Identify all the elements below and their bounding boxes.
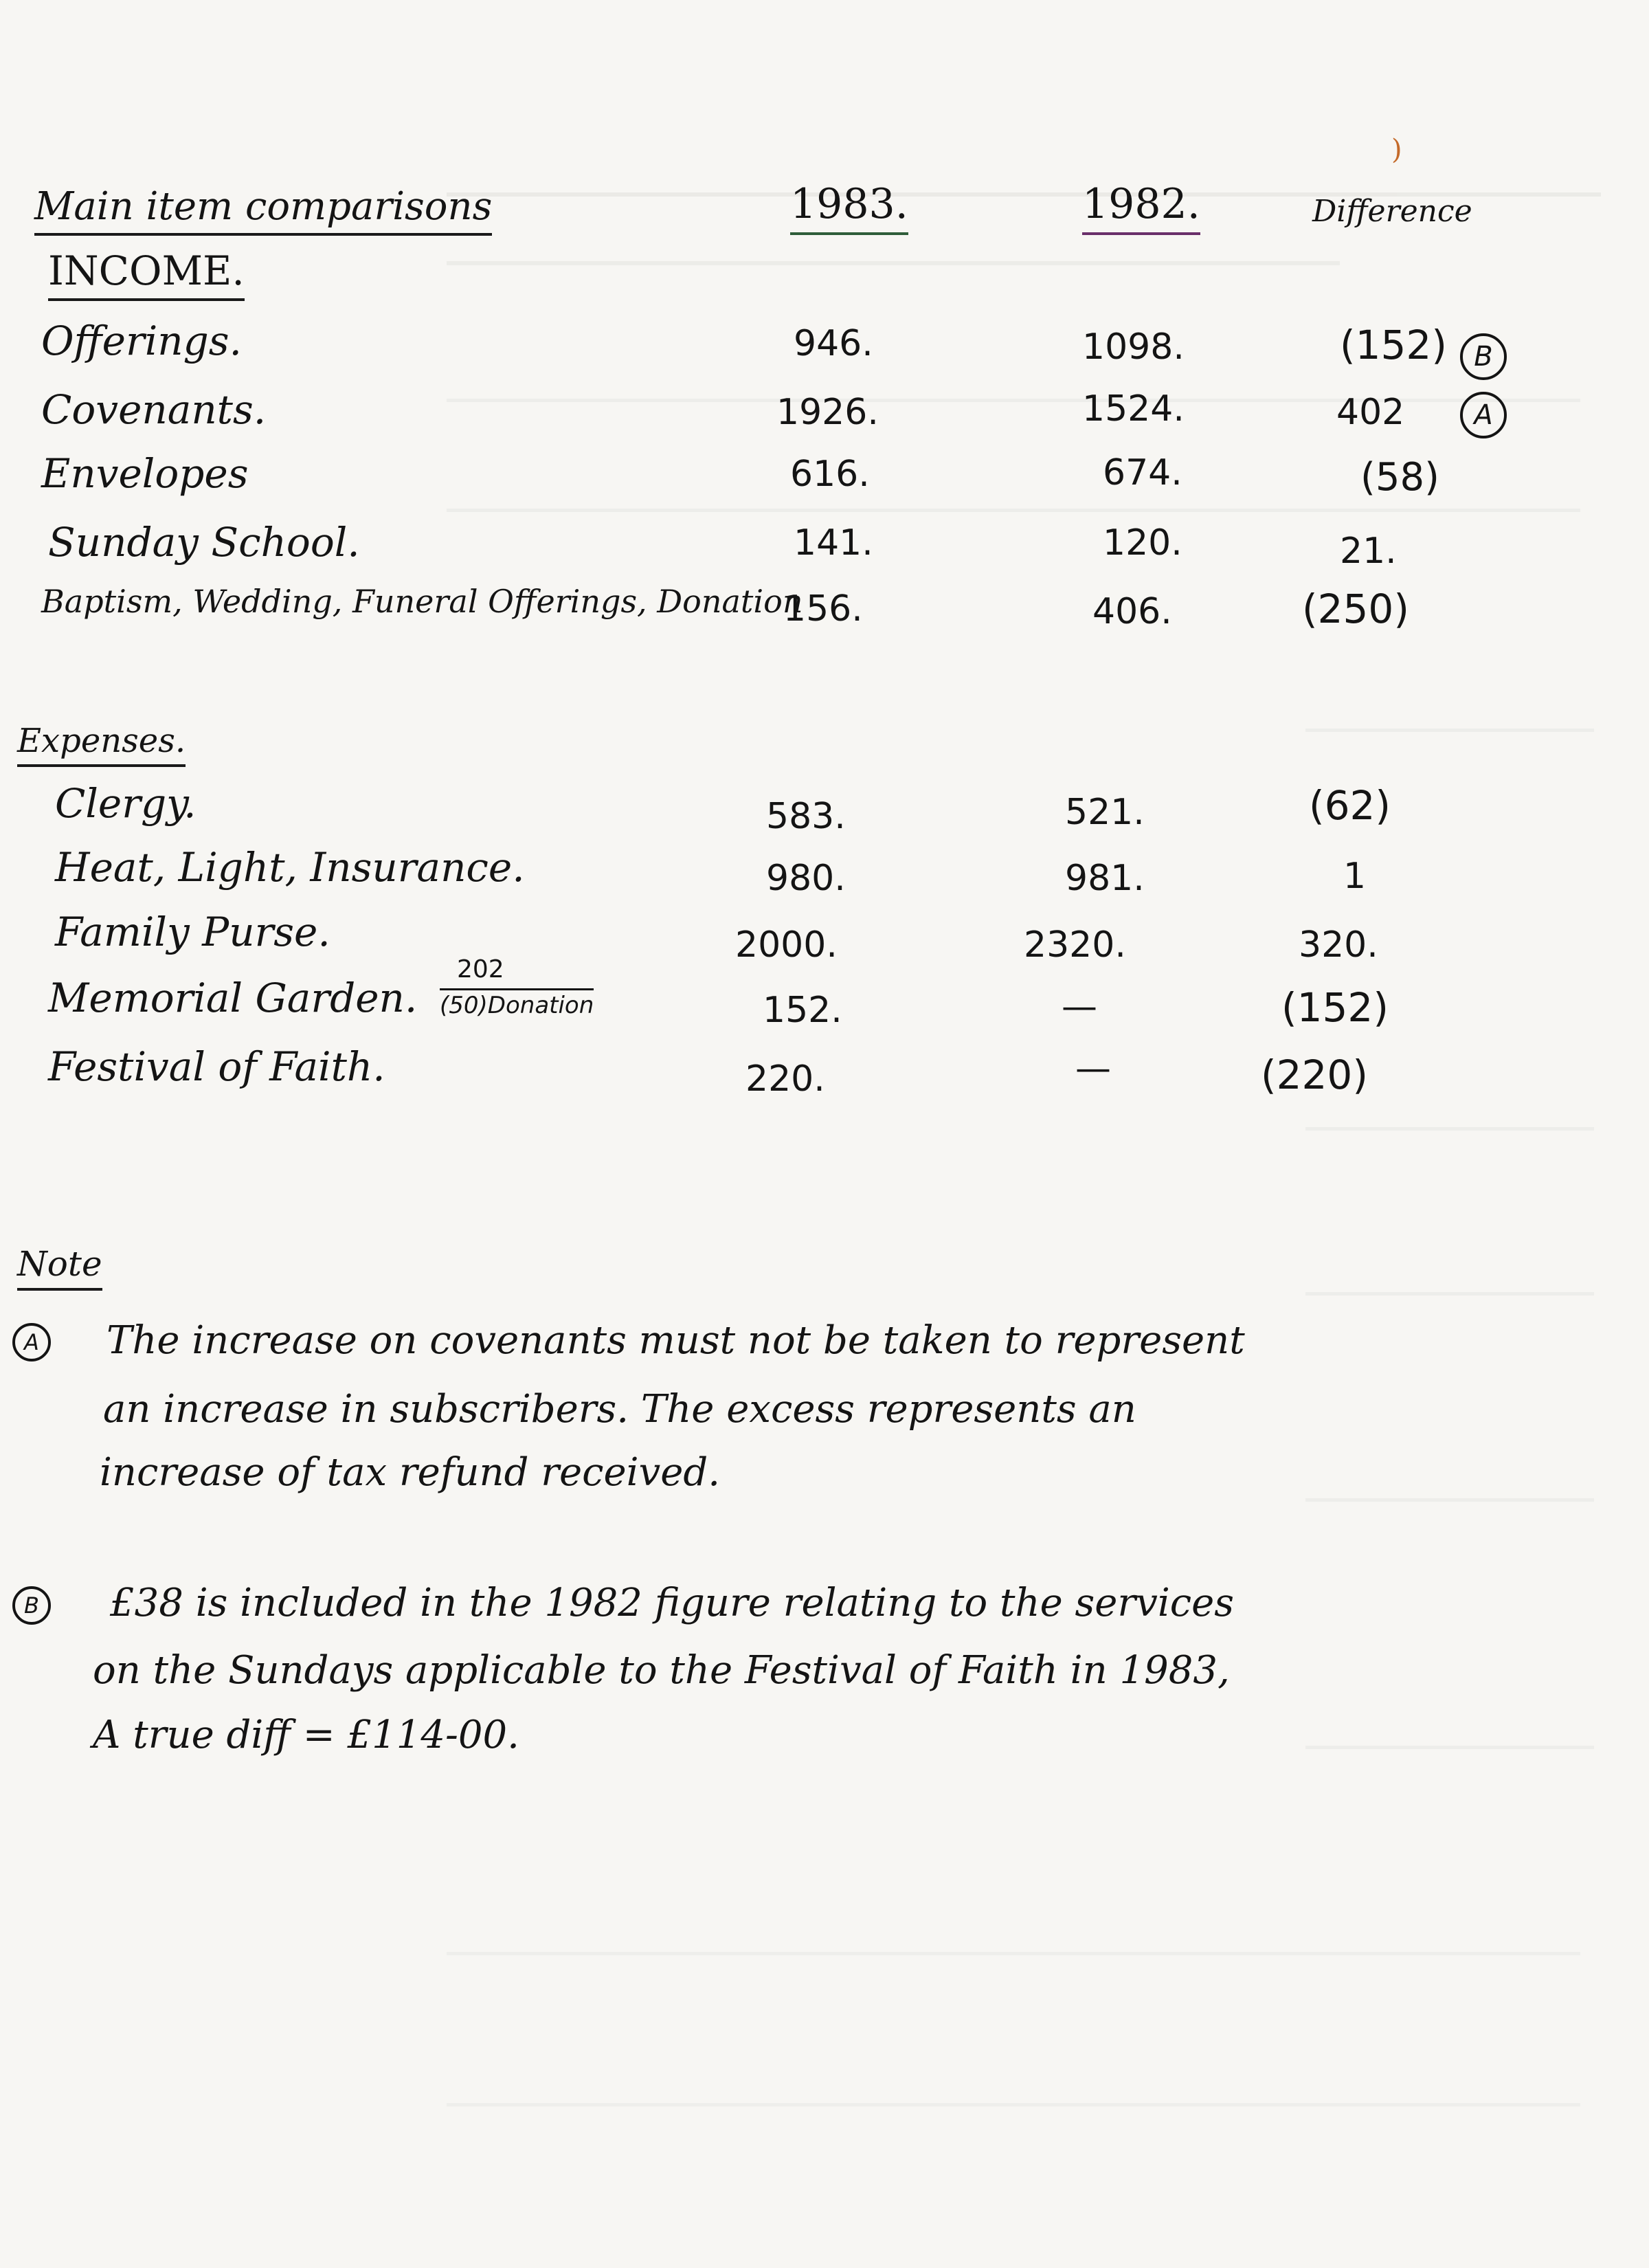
income-1983-envelopes: 616. xyxy=(790,454,870,495)
expenses-label-festival-of-faith: Festival of Faith. xyxy=(48,1043,385,1090)
pen-mark: ) xyxy=(1391,134,1402,166)
income-diff-baptism-wedding-funeral: (250) xyxy=(1302,586,1409,632)
bleed-through-shadow xyxy=(447,192,1615,2186)
column-header-1983: 1983. xyxy=(790,180,908,235)
note-heading: Note xyxy=(17,1244,102,1291)
income-1982-sunday-school: 120. xyxy=(1103,522,1182,564)
income-diff-offerings: (152) xyxy=(1340,322,1447,368)
expenses-1982-memorial-garden: — xyxy=(1062,986,1097,1027)
ref-a-marker: A xyxy=(1460,392,1507,438)
expenses-1982-festival-of-faith: — xyxy=(1075,1048,1111,1089)
income-diff-covenants: 402 xyxy=(1336,392,1405,433)
note-b-marker: B xyxy=(12,1586,51,1625)
income-label-sunday-school: Sunday School. xyxy=(48,519,360,566)
expenses-1982-heat-light-insurance: 981. xyxy=(1065,858,1145,899)
income-1983-covenants: 1926. xyxy=(776,392,879,433)
expenses-diff-heat-light-insurance: 1 xyxy=(1343,856,1367,897)
income-1982-covenants: 1524. xyxy=(1082,388,1185,430)
expenses-1982-family-purse: 2320. xyxy=(1024,924,1126,966)
ref-b-marker: B xyxy=(1460,333,1507,380)
note-a-line-3: increase of tax refund received. xyxy=(100,1450,720,1495)
column-header-difference: Difference xyxy=(1312,194,1472,229)
income-1983-baptism-wedding-funeral: 156. xyxy=(783,588,863,630)
income-1983-sunday-school: 141. xyxy=(794,522,873,564)
expenses-label-heat-light-insurance: Heat, Light, Insurance. xyxy=(55,844,525,891)
note-b-line-2: on the Sundays applicable to the Festival of Faith in 1983, xyxy=(93,1648,1230,1693)
expenses-diff-family-purse: 320. xyxy=(1299,924,1378,966)
note-b-line-1: £38 is included in the 1982 figure relating to the services xyxy=(110,1581,1234,1625)
income-diff-envelopes: (58) xyxy=(1360,455,1439,500)
note-a-line-1: The increase on covenants must not be taken to represent xyxy=(106,1318,1245,1363)
income-1983-offerings: 946. xyxy=(794,323,873,364)
note-b-line-3: A true diff = £114-00. xyxy=(93,1713,519,1757)
expenses-1983-clergy: 583. xyxy=(766,796,846,837)
memorial-garden-note-202: 202 xyxy=(457,955,504,983)
expenses-1983-family-purse: 2000. xyxy=(735,924,838,966)
expenses-heading: Expenses. xyxy=(17,722,186,767)
expenses-1983-memorial-garden: 152. xyxy=(763,990,842,1031)
income-1982-envelopes: 674. xyxy=(1103,452,1182,493)
expenses-1982-clergy: 521. xyxy=(1065,792,1145,833)
page-title: Main item comparisons xyxy=(34,184,492,236)
income-diff-sunday-school: 21. xyxy=(1340,531,1397,572)
note-a-line-2: an increase in subscribers. The excess represents an xyxy=(103,1387,1136,1432)
income-heading: INCOME. xyxy=(48,247,245,301)
note-a-marker: A xyxy=(12,1323,51,1361)
expenses-diff-clergy: (62) xyxy=(1309,782,1391,829)
memorial-garden-note-donation: (50)Donation xyxy=(440,988,594,1019)
income-label-covenants: Covenants. xyxy=(41,386,267,433)
income-label-baptism-wedding-funeral: Baptism, Wedding, Funeral Offerings, Donation xyxy=(41,583,803,620)
expenses-label-clergy: Clergy. xyxy=(55,780,197,827)
income-label-envelopes: Envelopes xyxy=(41,450,249,497)
expenses-diff-festival-of-faith: (220) xyxy=(1261,1052,1368,1098)
expenses-label-family-purse: Family Purse. xyxy=(55,909,330,955)
income-label-offerings: Offerings. xyxy=(41,318,242,364)
column-header-1982: 1982. xyxy=(1082,180,1200,235)
income-1982-baptism-wedding-funeral: 406. xyxy=(1092,591,1172,632)
expenses-1983-heat-light-insurance: 980. xyxy=(766,858,846,899)
expenses-label-memorial-garden: Memorial Garden. xyxy=(48,975,418,1021)
income-1982-offerings: 1098. xyxy=(1082,326,1185,368)
expenses-diff-memorial-garden: (152) xyxy=(1281,984,1389,1031)
expenses-1983-festival-of-faith: 220. xyxy=(745,1058,825,1100)
